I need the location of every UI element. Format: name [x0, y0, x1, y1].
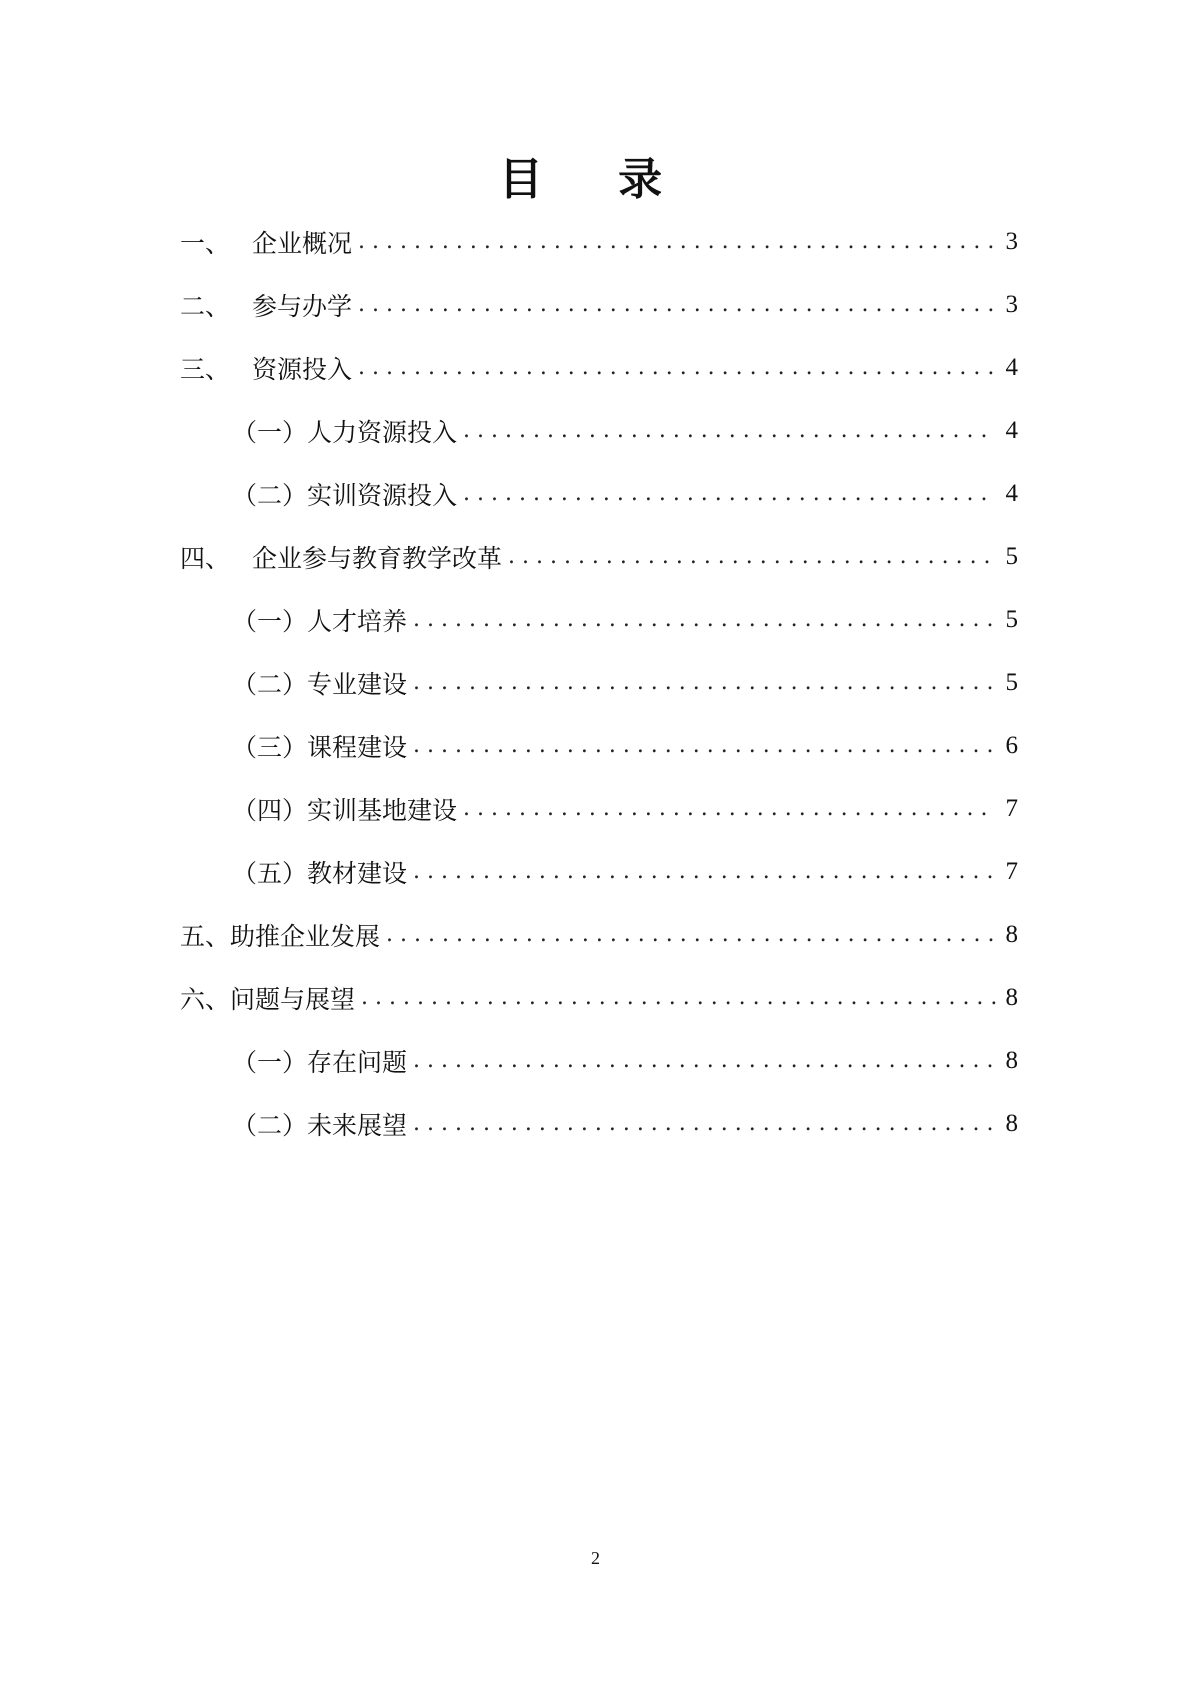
toc-entry-number: （二） [232, 1110, 308, 1140]
toc-leader-dots [358, 292, 996, 317]
toc-entry[interactable] [180, 777, 1018, 840]
toc-entry-number: （一） [232, 417, 308, 447]
toc-entry-number: 一、 [180, 228, 231, 258]
toc-entry[interactable] [180, 651, 1018, 714]
toc-entry-label [180, 917, 380, 953]
toc-entry-title: 助推企业发展 [230, 921, 381, 951]
toc-entry-title: 企业参与教育教学改革 [252, 543, 503, 573]
toc-entry-title: 未来展望 [307, 1110, 408, 1140]
table-of-contents [180, 210, 1018, 1155]
toc-leader-dots [413, 607, 996, 632]
toc-entry-page: 8 [1005, 1109, 1018, 1137]
toc-entry-page: 7 [1005, 794, 1018, 822]
toc-entry-number: 二、 [180, 291, 231, 321]
toc-entry-number: （一） [232, 1047, 308, 1077]
toc-entry[interactable] [180, 399, 1018, 462]
toc-leader-dots [463, 481, 996, 506]
toc-entry[interactable] [180, 210, 1018, 273]
toc-entry-number: （三） [232, 732, 308, 762]
toc-leader-dots [413, 1111, 996, 1136]
toc-entry-title: 课程建设 [307, 732, 408, 762]
toc-entry-number: （二） [232, 480, 308, 510]
toc-leader-dots [463, 796, 996, 821]
toc-entry-page: 7 [1005, 857, 1018, 885]
toc-entry-title: 存在问题 [307, 1047, 408, 1077]
toc-entry-number: 四、 [180, 543, 231, 573]
page-title: 目 录 [498, 154, 693, 205]
toc-entry-page: 5 [1005, 668, 1018, 696]
toc-leader-dots [358, 229, 996, 254]
toc-entry-number: 五、 [180, 921, 231, 951]
toc-entry-number: （二） [232, 669, 308, 699]
toc-entry-page: 8 [1005, 920, 1018, 948]
toc-entry[interactable] [180, 273, 1018, 336]
toc-leader-dots [508, 544, 996, 569]
toc-leader-dots [358, 355, 996, 380]
toc-entry-label [232, 413, 457, 449]
page-number: 2 [591, 1548, 600, 1568]
toc-entry-number: （一） [232, 606, 308, 636]
toc-entry-title: 人力资源投入 [307, 417, 458, 447]
toc-entry-title: 人才培养 [307, 606, 408, 636]
toc-entry[interactable] [180, 1029, 1018, 1092]
toc-entry-page: 5 [1005, 605, 1018, 633]
toc-entry[interactable] [180, 336, 1018, 399]
toc-leader-dots [386, 922, 996, 947]
toc-entry-page: 5 [1005, 542, 1018, 570]
toc-entry-title: 参与办学 [252, 291, 353, 321]
toc-entry[interactable] [180, 1092, 1018, 1155]
toc-entry[interactable] [180, 903, 1018, 966]
toc-entry-title: 专业建设 [307, 669, 408, 699]
toc-entry[interactable] [180, 840, 1018, 903]
toc-leader-dots [361, 985, 996, 1010]
toc-entry-label [232, 791, 457, 827]
toc-entry[interactable] [180, 462, 1018, 525]
toc-entry-number: 六、 [180, 984, 231, 1014]
toc-entry-label [232, 1106, 407, 1142]
toc-leader-dots [413, 859, 996, 884]
toc-entry-page: 4 [1005, 353, 1018, 381]
toc-entry-label [180, 539, 502, 575]
toc-entry-page: 6 [1005, 731, 1018, 759]
toc-entry-label [232, 665, 407, 701]
toc-entry[interactable] [180, 588, 1018, 651]
toc-entry-title: 问题与展望 [230, 984, 356, 1014]
toc-entry-page: 3 [1005, 290, 1018, 318]
toc-entry-title: 企业概况 [252, 228, 353, 258]
toc-leader-dots [413, 1048, 996, 1073]
toc-entry-title: 资源投入 [252, 354, 353, 384]
toc-entry-label [180, 350, 352, 386]
toc-entry-number: （四） [232, 795, 308, 825]
toc-entry[interactable] [180, 714, 1018, 777]
toc-entry-page: 3 [1005, 227, 1018, 255]
toc-entry-title: 实训基地建设 [307, 795, 458, 825]
toc-entry-label [180, 287, 352, 323]
toc-entry-label [232, 728, 407, 764]
toc-entry-label [232, 854, 407, 890]
toc-entry-label [180, 224, 352, 260]
toc-entry-number: 三、 [180, 354, 231, 384]
toc-leader-dots [463, 418, 996, 443]
toc-entry-label [232, 476, 457, 512]
toc-leader-dots [413, 670, 996, 695]
toc-leader-dots [413, 733, 996, 758]
toc-entry-page: 8 [1005, 1046, 1018, 1074]
toc-entry-page: 8 [1005, 983, 1018, 1011]
toc-entry-title: 实训资源投入 [307, 480, 458, 510]
toc-entry-number: （五） [232, 858, 308, 888]
toc-entry-page: 4 [1005, 416, 1018, 444]
toc-entry-label [232, 1043, 407, 1079]
toc-entry-title: 教材建设 [307, 858, 408, 888]
toc-entry[interactable] [180, 966, 1018, 1029]
toc-entry-page: 4 [1005, 479, 1018, 507]
toc-entry[interactable] [180, 525, 1018, 588]
toc-entry-label [180, 980, 355, 1016]
toc-entry-label [232, 602, 407, 638]
